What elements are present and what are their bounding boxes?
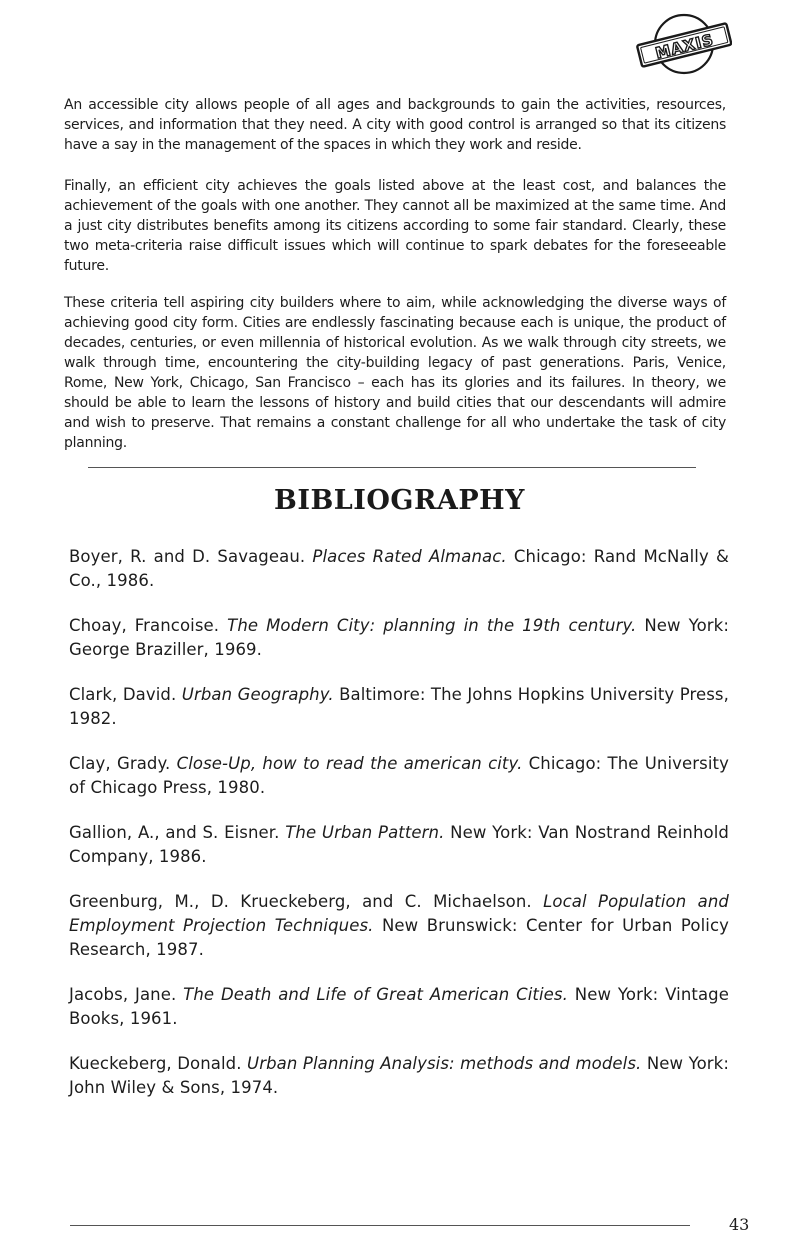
bibliography-entry [69, 821, 729, 869]
entry-author: Jacobs, Jane. [69, 985, 177, 1004]
bibliography-entry [69, 983, 729, 1031]
entry-title: Local Population and Employment Projection Techniques. [69, 892, 729, 935]
maxis-logo [632, 8, 732, 78]
entry-publisher: Baltimore: The Johns Hopkins University Press, 1982. [69, 685, 729, 728]
entry-publisher: New York: Van Nostrand Reinhold Company, 1986. [69, 823, 729, 866]
bibliography-heading: BIBLIOGRAPHY [274, 485, 525, 516]
bibliography-entry [69, 890, 729, 962]
bibliography-entry [69, 614, 729, 662]
intro-paragraph: These criteria tell aspiring city builders where to aim, while acknowledging the diverse ways of achieving good city form. Cities are endlessly fascinating because each is unique, the product of decades, centuries, or even millennia of historical evolution. As we walk through city streets, we walk through time, encountering the city-building legacy of past generations. Paris, Venice, Rome, New York, Chicago, San Francisco – each has its glories and its failures. In theory, we should be able to learn the lessons of history and build cities that our descendants will admire and wish to preserve. That remains a constant challenge for all who undertake the task of city planning. [64, 295, 726, 451]
entry-title: The Modern City: planning in the 19th century. [227, 616, 637, 635]
page-number: 43 [729, 1215, 750, 1234]
entry-title: The Urban Pattern. [285, 823, 445, 842]
entry-publisher: New York: George Braziller, 1969. [69, 616, 729, 659]
intro-paragraph: An accessible city allows people of all ages and backgrounds to gain the activities, resources, services, and information that they need. A city with good control is arranged so that its citizens have a say in the management of the spaces in which they work and reside. [64, 97, 726, 153]
entry-author: Kueckeberg, Donald. [69, 1054, 242, 1073]
entry-author: Clay, Grady. [69, 754, 171, 773]
entry-author: Greenburg, M., D. Krueckeberg, and C. Michaelson. [69, 892, 532, 911]
entry-author: Boyer, R. and D. Savageau. [69, 547, 306, 566]
entry-title: Close-Up, how to read the american city. [176, 754, 523, 773]
entry-publisher: New Brunswick: Center for Urban Policy Research, 1987. [69, 916, 729, 959]
entry-title: Places Rated Almanac. [312, 547, 507, 566]
section-divider [88, 467, 696, 468]
footer-rule [70, 1225, 690, 1226]
entry-title: Urban Geography. [181, 685, 334, 704]
bibliography-entry [69, 752, 729, 800]
entry-title: Urban Planning Analysis: methods and models. [247, 1054, 642, 1073]
entry-publisher: Chicago: The University of Chicago Press, 1980. [69, 754, 729, 797]
bibliography-entry [69, 683, 729, 731]
logo-text: MAXIS [653, 30, 716, 63]
entry-author: Gallion, A., and S. Eisner. [69, 823, 280, 842]
entry-title: The Death and Life of Great American Cities. [183, 985, 568, 1004]
bibliography-entry [69, 1052, 729, 1100]
bibliography-list [69, 545, 729, 1121]
entry-publisher: New York: Vintage Books, 1961. [69, 985, 729, 1028]
entry-author: Clark, David. [69, 685, 177, 704]
intro-paragraph: Finally, an efficient city achieves the goals listed above at the least cost, and balances the achievement of the goals with one another. They cannot all be maximized at the same time. And a just city distributes benefits among its citizens according to some fair standard. Clearly, these two meta-criteria raise difficult issues which will continue to spark debates for the foreseeable future. [64, 178, 726, 274]
bibliography-entry [69, 545, 729, 593]
entry-publisher: New York: John Wiley & Sons, 1974. [69, 1054, 729, 1097]
entry-publisher: Chicago: Rand McNally & Co., 1986. [69, 547, 729, 590]
entry-author: Choay, Francoise. [69, 616, 220, 635]
